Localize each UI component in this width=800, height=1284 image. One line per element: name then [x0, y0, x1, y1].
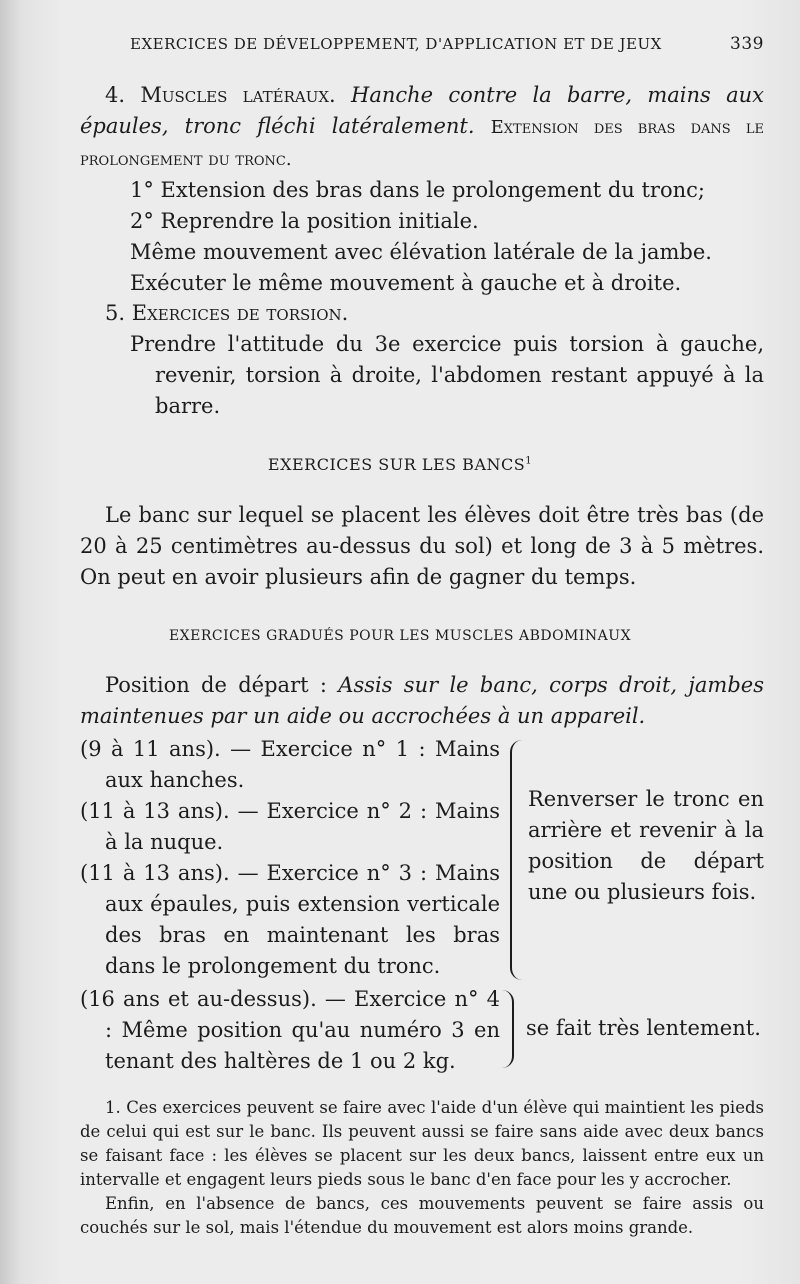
section-4-step: 1° Extension des bras dans le prolongement du tronc;	[130, 178, 705, 202]
footnote	[80, 1096, 764, 1240]
footnote-text-1: Ces exercices peuvent se faire avec l'aide d'un élève qui maintient les pieds de celui qui est sur le banc. Ils peuvent aussi se faire sans aide avec deux bancs se faisant face : les élèves se placent sur les deux bancs, laissent entre eux un intervalle et engagent leurs pieds sous le banc d'en face pour les y accrocher.	[80, 1098, 764, 1189]
position-text: Assis sur le banc, corps droit, jambes maintenues par un aide ou accrochées à un appareil.	[80, 673, 764, 728]
exercise-label: — Exercice n° 3 :	[237, 861, 428, 885]
brace-text-2: se fait très lentement.	[526, 1016, 761, 1040]
exercise-4	[80, 984, 500, 1077]
position-depart	[80, 670, 764, 732]
exercise-item	[80, 858, 500, 982]
exercise-age: (11 à 13 ans).	[80, 861, 230, 885]
exercise-label: — Exercice n° 4 :	[105, 987, 500, 1042]
running-head-title: EXERCICES DE DÉVELOPPEMENT, D'APPLICATION ET DE JEUX	[130, 35, 662, 53]
section-5	[80, 298, 764, 422]
exercise-list	[80, 734, 500, 982]
exercise-text: Mains aux épaules, puis extension verticale des bras en maintenant les bras dans le prolongement du tronc.	[105, 861, 501, 978]
running-head	[130, 34, 764, 54]
exercise-text: Mains aux hanches.	[105, 737, 501, 792]
section-4-step: Même mouvement avec élévation latérale de la jambe.	[130, 240, 712, 264]
section-4-number: 4.	[105, 83, 126, 107]
section-4-step: Exécuter le même mouvement à gauche et à droite.	[130, 271, 682, 295]
exercise-text: Mains à la nuque.	[105, 799, 501, 854]
bancs-heading-text: EXERCICES SUR LES BANCS	[267, 455, 526, 474]
section-4-subtitle: Extension des bras dans le prolongement du tronc.	[80, 117, 764, 170]
brace-right	[502, 990, 514, 1068]
footnote-mark: 1.	[105, 1098, 121, 1117]
exercise-item	[80, 734, 500, 796]
section-5-heading	[80, 298, 764, 329]
exercise-text: Même position qu'au numéro 3 en tenant des haltères de 1 ou 2 kg.	[105, 1018, 500, 1073]
section-5-title: Exercices de torsion.	[131, 301, 349, 325]
brace-text-1: Renverser le tronc en arrière et revenir à la position de départ une ou plusieurs fois.	[528, 787, 764, 904]
footnote-ref: 1	[525, 455, 533, 467]
section-5-number: 5.	[105, 301, 126, 325]
exercise-item	[80, 984, 500, 1077]
exercise-age: (9 à 11 ans).	[80, 737, 221, 761]
footnote-para-1	[80, 1096, 764, 1192]
exercise-label: — Exercice n° 1 :	[230, 737, 426, 761]
position-label: Position de départ :	[105, 673, 327, 697]
section-4-step: 2° Reprendre la position initiale.	[130, 209, 479, 233]
abdominaux-heading: EXERCICES GRADUÉS POUR LES MUSCLES ABDOMINAUX	[168, 628, 632, 644]
footnote-para-2: Enfin, en l'absence de bancs, ces mouvements peuvent se faire assis ou couchés sur le sol, mais l'étendue du mouvement est alors moins grande.	[80, 1194, 764, 1237]
exercise-label: — Exercice n° 2 :	[237, 799, 428, 823]
exercise-age: (11 à 13 ans).	[80, 799, 230, 823]
bancs-paragraph	[80, 500, 764, 593]
bancs-text: Le banc sur lequel se placent les élèves doit être très bas (de 20 à 25 centimètres au-dessus du sol) et long de 3 à 5 mètres. On peut en avoir plusieurs afin de gagner du temps.	[80, 503, 764, 589]
section-4-heading	[80, 80, 764, 175]
page-number: 339	[730, 34, 764, 54]
exercise-item	[80, 796, 500, 858]
bancs-heading	[0, 455, 800, 474]
section-4	[80, 80, 764, 299]
section-4-title: Muscles latéraux.	[140, 83, 336, 107]
exercise-age: (16 ans et au-dessus).	[80, 987, 317, 1011]
brace-left	[510, 740, 522, 980]
section-4-position: Hanche contre la barre, mains aux épaules, tronc fléchi latéralement.	[80, 83, 764, 138]
section-5-text: Prendre l'attitude du 3e exercice puis torsion à gauche, revenir, torsion à droite, l'abdomen restant appuyé à la barre.	[130, 332, 764, 418]
